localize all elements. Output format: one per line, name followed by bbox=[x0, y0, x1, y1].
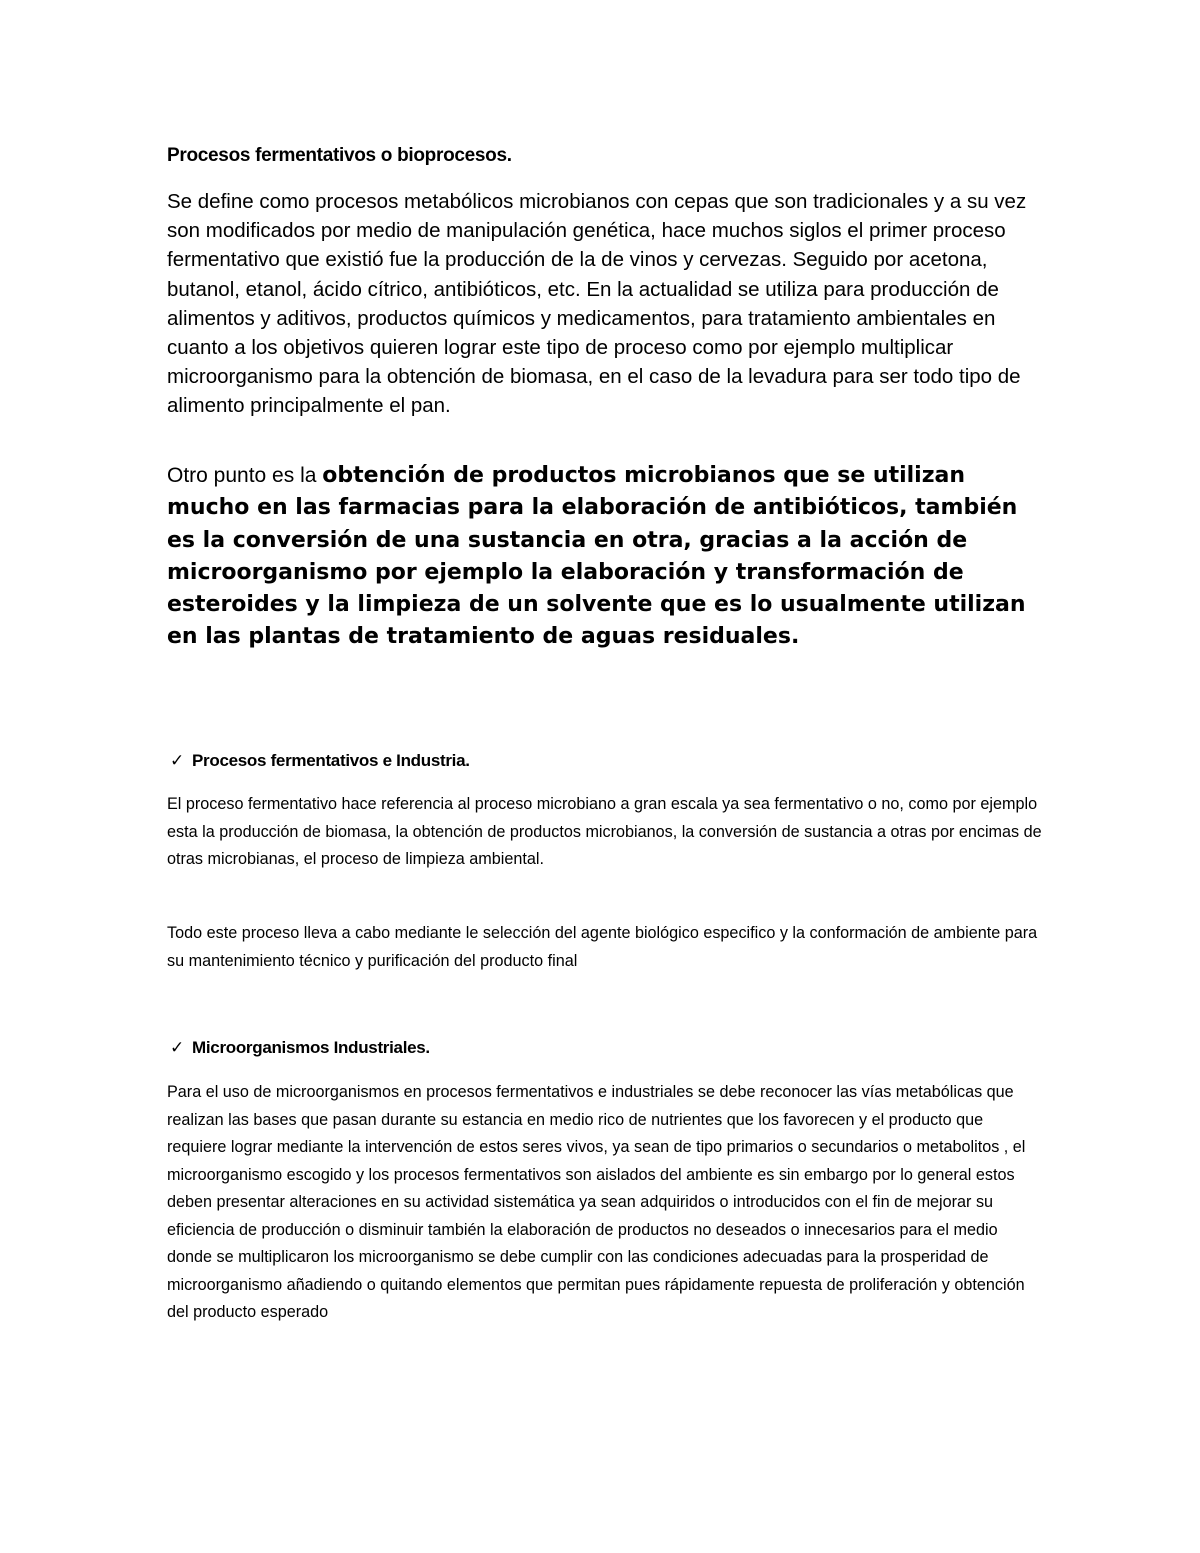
section-paragraph: Todo este proceso lleva a cabo mediante le selección del agente biológico especifico y la conformación de ambiente para su mantenimiento técnico y purificación del producto final bbox=[167, 924, 1038, 970]
document-title: Procesos fermentativos o bioprocesos. bbox=[167, 145, 512, 166]
section-paragraph: El proceso fermentativo hace referencia al proceso microbiano a gran escala ya sea fermentativo o no, como por ejemplo esta la producción de biomasa, la obtención de productos microbianos, la conversión de sustancia a otras por encimas de otras microbianas, el proceso de limpieza ambiental. bbox=[167, 795, 1042, 868]
second-paragraph-lead: Otro punto es la bbox=[167, 464, 323, 487]
section-heading-label: Microorganismos Industriales. bbox=[192, 1038, 430, 1057]
section-heading-microorganismos bbox=[170, 1038, 430, 1058]
check-icon: ✓ bbox=[170, 1038, 184, 1057]
section-heading-label: Procesos fermentativos e Industria. bbox=[192, 751, 470, 770]
second-paragraph-body: obtención de productos microbianos que se utilizan mucho en las farmacias para la elaboración de antibióticos, también es la conversión de una sustancia en otra, gracias a la acción de microorganismo por ejemplo la elaboración y transformación de esteroides y la limpieza de un solvente que es lo usualmente utilizan en las plantas de tratamiento de aguas residuales. bbox=[167, 463, 1026, 650]
second-paragraph bbox=[167, 460, 1047, 654]
intro-paragraph: Se define como procesos metabólicos microbianos con cepas que son tradicionales y a su vez son modificados por medio de manipulación genética, hace muchos siglos el primer proceso fermentativo que existió fue la producción de la de vinos y cervezas. Seguido por acetona, butanol, etanol, ácido cítrico, antibióticos, etc. En la actualidad se utiliza para producción de alimentos y aditivos, productos químicos y medicamentos, para tratamiento ambientales en cuanto a los objetivos quieren lograr este tipo de proceso como por ejemplo multiplicar microorganismo para la obtención de biomasa, en el caso de la levadura para ser todo tipo de alimento principalmente el pan. bbox=[167, 190, 1027, 418]
section-heading-industria bbox=[170, 751, 470, 771]
section-paragraph: Para el uso de microorganismos en procesos fermentativos e industriales se debe reconocer las vías metabólicas que realizan las bases que pasan durante su estancia en medio rico de nutrientes que los favorecen y el producto que requiere lograr mediante la intervención de estos seres vivos, ya sean de tipo primarios o secundarios o metabolitos , el microorganismo escogido y los procesos fermentativos son aislados del ambiente es sin embargo por lo general estos deben presentar alteraciones en su actividad sistemática ya sean adquiridos o introducidos con el fin de mejorar su eficiencia de producción o disminuir también la elaboración de productos no deseados o innecesarios para el medio donde se multiplicaron los microorganismo se debe cumplir con las condiciones adecuadas para la prosperidad de microorganismo añadiendo o quitando elementos que permitan pues rápidamente repuesta de proliferación y obtención del producto esperado bbox=[167, 1083, 1026, 1321]
check-icon: ✓ bbox=[170, 751, 184, 770]
